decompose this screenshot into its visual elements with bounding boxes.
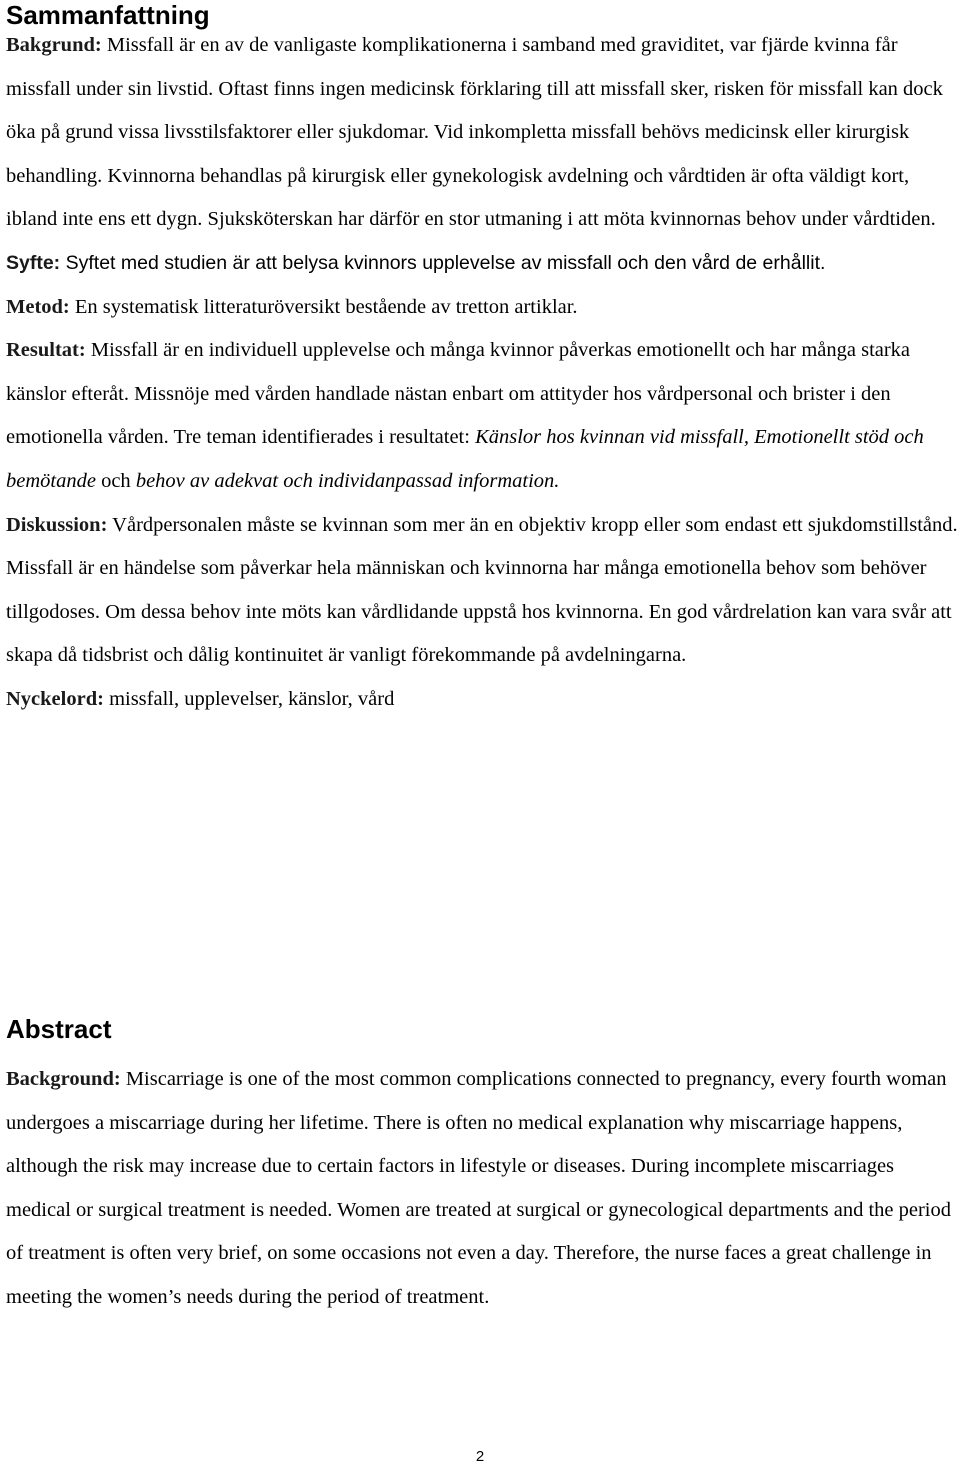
bakgrund-label: Bakgrund: xyxy=(6,34,102,56)
diskussion-text: Vårdpersonalen måste se kvinnan som mer än en objektiv kropp eller som endast ett sjukdomstillstånd. Missfall är en händelse som påverkar hela människan och kvinnorna har många emotionella behov som behöver tillgodoses. Om dessa behov inte möts kan vårdlidande uppstå hos kvinnorna. En god vårdrelation kan vara svår att skapa då tidsbrist och dålig kontinuitet är vanligt förekommande på avdelningarna. xyxy=(6,513,958,667)
resultat-theme-2: behov av adekvat och individanpassad information. xyxy=(135,469,560,492)
resultat-label: Resultat: xyxy=(6,339,86,362)
nyckelord-label: Nyckelord: xyxy=(6,687,104,710)
diskussion-paragraph xyxy=(6,504,958,678)
syfte-label: Syfte: xyxy=(6,251,61,274)
background-label: Background: xyxy=(6,1068,121,1090)
resultat-text: Missfall är en individuell upplevelse och många kvinnor påverkas emotionellt och har många starka känslor efteråt. Missnöje med vården handlade nästan enbart om attityder hos vårdpersonal och brister i den emotionella vården. Tre teman identifierades i resultatet: xyxy=(6,339,911,449)
bakgrund-paragraph xyxy=(6,24,958,242)
sammanfattning-heading: Sammanfattning xyxy=(6,0,210,30)
resultat-paragraph xyxy=(6,329,958,503)
background-paragraph xyxy=(6,1058,958,1320)
resultat-and: och xyxy=(95,469,136,492)
background-text: Miscarriage is one of the most common complications connected to pregnancy, every fourth woman undergoes a miscarriage during her lifetime. There is often no medical explanation why miscarriage happens, although the risk may increase due to certain factors in lifestyle or diseases. During incomplete miscarriages medical or surgical treatment is needed. Women are treated at surgical or gynecological departments and the period of treatment is often very brief, on some occasions not even a day. Therefore, the nurse faces a great challenge in meeting the women’s needs during the period of treatment. xyxy=(6,1068,951,1308)
abstract-heading: Abstract xyxy=(6,1014,112,1044)
metod-paragraph xyxy=(6,286,958,330)
abstract-body xyxy=(6,1058,958,1320)
metod-text: En systematisk litteraturöversikt bestående av tretton artiklar. xyxy=(69,295,578,318)
metod-label: Metod: xyxy=(6,295,70,318)
diskussion-label: Diskussion: xyxy=(6,513,108,536)
syfte-paragraph xyxy=(6,242,958,286)
syfte-text: Syftet med studien är att belysa kvinnors upplevelse av missfall och den vård de erhållit. xyxy=(60,251,826,274)
bakgrund-text: Missfall är en av de vanligaste komplikationerna i samband med graviditet, var fjärde kvinna får missfall under sin livstid. Oftast finns ingen medicinsk förklaring till att missfall sker, risken för missfall kan dock öka på grund vissa livsstilsfaktorer eller sjukdomar. Vid inkompletta missfall behövs medicinsk eller kirurgisk behandling. Kvinnorna behandlas på kirurgisk eller gynekologisk avdelning och vårdtiden är ofta väldigt kort, ibland inte ens ett dygn. Sjuksköterskan har därför en stor utmaning i att möta kvinnornas behov under vårdtiden. xyxy=(6,34,943,231)
page-number: 2 xyxy=(475,1448,485,1465)
sammanfattning-body xyxy=(6,24,958,722)
nyckelord-paragraph xyxy=(6,678,958,722)
resultat-theme-1: Känslor hos kvinnan vid missfall, Emotionellt stöd och bemötande xyxy=(6,426,924,492)
nyckelord-text: missfall, upplevelser, känslor, vård xyxy=(103,687,395,710)
